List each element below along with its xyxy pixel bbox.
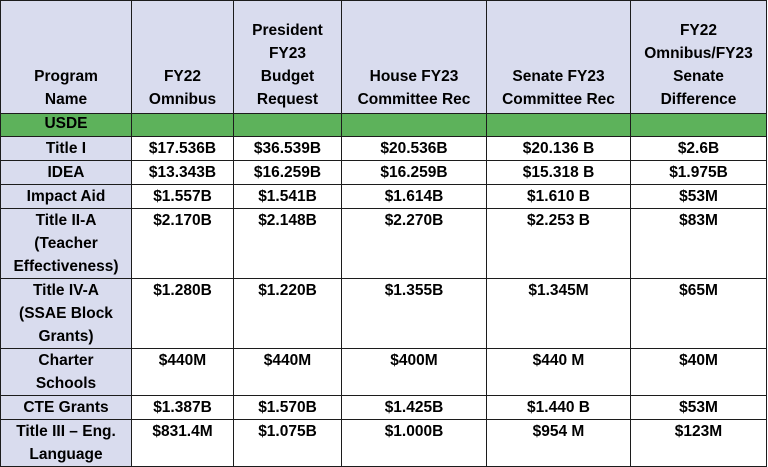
program-name-line: (SSAE Block: [19, 305, 113, 322]
value-cell: $1.345M: [487, 279, 631, 349]
column-header-line: Omnibus: [148, 91, 217, 108]
value-cell: $20.536B: [342, 137, 487, 161]
value-cell: $1.541B: [234, 185, 342, 209]
value-cell: $1.425B: [342, 396, 487, 420]
value-cell: $1.440 B: [487, 396, 631, 420]
value-cell: $53M: [631, 185, 767, 209]
value-cell: $36.539B: [234, 137, 342, 161]
section-cell: [234, 114, 342, 137]
value-cell: $440M: [132, 349, 234, 396]
column-header-line: Committee Rec: [502, 91, 615, 108]
section-cell: [342, 114, 487, 137]
value-cell: $2.6B: [631, 137, 767, 161]
value-cell: $17.536B: [132, 137, 234, 161]
program-name-cell: [1, 279, 132, 349]
table-body: [1, 114, 767, 467]
program-name-line: Title II-A: [35, 212, 97, 229]
column-header-4: [487, 1, 631, 114]
value-cell: $16.259B: [234, 161, 342, 185]
program-name-cell: [1, 396, 132, 420]
value-cell: $954 M: [487, 420, 631, 467]
program-name-line: Language: [29, 446, 103, 463]
value-cell: $1.614B: [342, 185, 487, 209]
column-header-line: Senate FY23: [512, 68, 605, 85]
value-cell: $16.259B: [342, 161, 487, 185]
value-cell: $13.343B: [132, 161, 234, 185]
program-name-line: Title I: [45, 140, 87, 157]
value-cell: $15.318 B: [487, 161, 631, 185]
value-cell: $123M: [631, 420, 767, 467]
program-name-line: Charter: [38, 352, 94, 369]
value-cell: $1.557B: [132, 185, 234, 209]
value-cell: $1.280B: [132, 279, 234, 349]
column-header-line: Senate: [673, 68, 724, 85]
program-name-line: Impact Aid: [26, 188, 106, 205]
section-cell: [631, 114, 767, 137]
program-name-line: Effectiveness): [13, 258, 119, 275]
column-header-line: Name: [44, 91, 88, 108]
program-name-line: Title III – Eng.: [16, 423, 116, 440]
value-cell: $53M: [631, 396, 767, 420]
program-name-cell: [1, 161, 132, 185]
value-cell: $400M: [342, 349, 487, 396]
section-label: USDE: [1, 114, 132, 137]
section-cell: [132, 114, 234, 137]
table-row: [1, 349, 767, 396]
header-row: [1, 1, 767, 114]
value-cell: $440M: [234, 349, 342, 396]
section-cell: [487, 114, 631, 137]
column-header-1: [132, 1, 234, 114]
column-header-line: President: [252, 22, 323, 39]
column-header-line: FY22: [679, 22, 718, 39]
table-row: [1, 161, 767, 185]
value-cell: $2.270B: [342, 209, 487, 279]
value-cell: $1.000B: [342, 420, 487, 467]
value-cell: $1.075B: [234, 420, 342, 467]
program-name-line: CTE Grants: [23, 399, 109, 416]
value-cell: $40M: [631, 349, 767, 396]
value-cell: $2.148B: [234, 209, 342, 279]
value-cell: $20.136 B: [487, 137, 631, 161]
program-name-line: Title IV-A: [32, 282, 100, 299]
table-row: [1, 420, 767, 467]
table-row: [1, 396, 767, 420]
value-cell: $65M: [631, 279, 767, 349]
table-row: [1, 185, 767, 209]
value-cell: $2.253 B: [487, 209, 631, 279]
column-header-3: [342, 1, 487, 114]
section-row: [1, 114, 767, 137]
value-cell: $1.387B: [132, 396, 234, 420]
value-cell: $1.610 B: [487, 185, 631, 209]
column-header-0: [1, 1, 132, 114]
table-row: [1, 137, 767, 161]
column-header-5: [631, 1, 767, 114]
column-header-line: Program: [34, 68, 98, 85]
column-header-line: FY23: [268, 45, 307, 62]
value-cell: $440 M: [487, 349, 631, 396]
program-name-line: Grants): [38, 328, 94, 345]
program-name-cell: [1, 349, 132, 396]
column-header-line: Request: [256, 91, 319, 108]
table-row: [1, 279, 767, 349]
column-header-2: [234, 1, 342, 114]
column-header-line: Omnibus/FY23: [644, 45, 753, 62]
value-cell: $83M: [631, 209, 767, 279]
program-name-cell: [1, 420, 132, 467]
column-header-line: Committee Rec: [357, 91, 471, 108]
program-name-line: (Teacher: [34, 235, 98, 252]
value-cell: $1.570B: [234, 396, 342, 420]
program-name-line: IDEA: [47, 164, 85, 181]
column-header-line: Difference: [660, 91, 737, 108]
table-row: [1, 209, 767, 279]
program-name-cell: [1, 137, 132, 161]
value-cell: $831.4M: [132, 420, 234, 467]
program-name-cell: [1, 185, 132, 209]
value-cell: $1.975B: [631, 161, 767, 185]
column-header-line: FY22: [163, 68, 202, 85]
column-header-line: Budget: [260, 68, 315, 85]
program-name-cell: [1, 209, 132, 279]
program-name-line: Schools: [35, 375, 97, 392]
value-cell: $1.220B: [234, 279, 342, 349]
value-cell: $1.355B: [342, 279, 487, 349]
column-header-line: House FY23: [369, 68, 459, 85]
value-cell: $2.170B: [132, 209, 234, 279]
